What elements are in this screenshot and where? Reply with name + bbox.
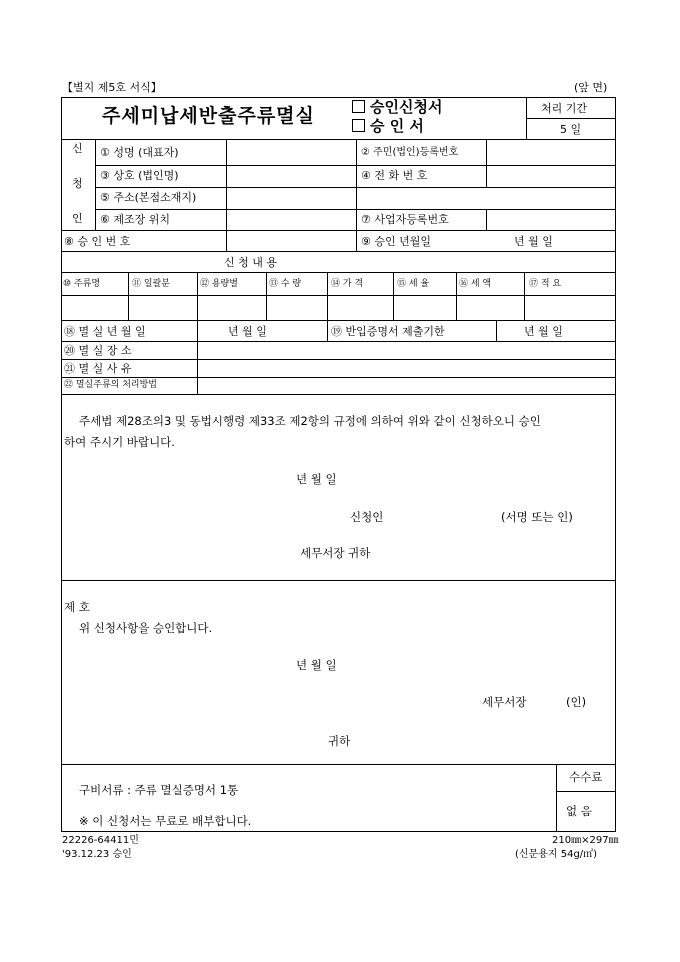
contents-entry-row[interactable]: [62, 296, 615, 319]
statement-line-2: 하여 주시기 바랍니다.: [64, 435, 175, 449]
label-company: ③ 상호 (법인명): [100, 169, 179, 182]
label-loss-date: ⑱ 멸 실 년 월 일: [64, 325, 146, 338]
page-side-label: (앞 면): [574, 81, 608, 94]
checkbox-icon[interactable]: [352, 100, 365, 113]
disposal-field[interactable]: [198, 378, 615, 393]
submit-deadline-ymd: 년 월 일: [524, 325, 563, 338]
statement-applicant: 신청인: [350, 510, 384, 524]
label-factory: ⑥ 제조장 위치: [100, 213, 170, 226]
col-batch: ⑪ 일괄분: [132, 279, 170, 289]
company-field[interactable]: [227, 166, 355, 186]
processing-period-days: 5 일: [560, 123, 582, 136]
approval-to: 귀하: [328, 734, 351, 748]
label-name: ① 성명 (대표자): [100, 146, 179, 159]
col-capacity: ⑫ 용량별: [200, 279, 238, 289]
free-distribution-note: ※ 이 신청서는 무료로 배부합니다.: [79, 814, 252, 828]
label-disposal: ㉒ 멸실주류의 처리방법: [64, 380, 157, 390]
col-liquor-name: ⑩ 주류명: [63, 279, 101, 289]
paper-type: (신문용지 54g/㎡): [515, 849, 598, 860]
applicant-side-3: 인: [72, 212, 83, 225]
applicant-side-1: 신: [72, 142, 83, 155]
label-resident-no: ② 주민(법인)등록번호: [361, 147, 459, 158]
factory-field[interactable]: [227, 210, 355, 229]
resident-no-field[interactable]: [487, 140, 615, 164]
col-quantity: ⑬ 수 량: [269, 279, 302, 289]
form-number: 【별지 제5호 서식】: [62, 81, 162, 94]
col-tax-amount: ⑯ 세 액: [459, 279, 492, 289]
label-address: ⑤ 주소(본점소재지): [100, 191, 197, 204]
statement-line-1: 주세법 제28조의3 및 동법시행령 제33조 제2항의 규정에 의하여 위와 같이 신청하오니 승인: [79, 414, 541, 428]
fee-value: 없 음: [566, 804, 592, 818]
col-remarks: ⑰ 적 요: [529, 279, 562, 289]
required-docs: 구비서류 : 주류 멸실증명서 1통: [79, 783, 239, 797]
label-phone: ④ 전 화 번 호: [361, 169, 428, 182]
approval-text: 위 신청사항을 승인합니다.: [79, 621, 213, 635]
fee-label: 수수료: [569, 770, 603, 784]
approval-number-text: 제 호: [64, 600, 90, 614]
paper-size: 210㎜×297㎜: [552, 835, 619, 846]
option-approval[interactable]: 승 인 서: [352, 119, 424, 134]
loss-date-ymd: 년 월 일: [228, 325, 267, 338]
option-approval-request[interactable]: 승인신청서: [352, 100, 442, 115]
label-approval-date: ⑨ 승인 년월일: [361, 235, 431, 248]
business-no-field[interactable]: [487, 210, 615, 229]
loss-place-field[interactable]: [198, 342, 615, 358]
statement-addressee: 세무서장 귀하: [300, 546, 371, 560]
address-field[interactable]: [227, 188, 615, 208]
loss-reason-field[interactable]: [198, 360, 615, 376]
phone-field[interactable]: [487, 166, 615, 186]
contents-header: 신 청 내 용: [224, 256, 277, 269]
checkbox-icon[interactable]: [352, 119, 365, 132]
approval-issuer: 세무서장: [482, 695, 527, 709]
form-approval-date: '93.12.23 승인: [62, 849, 132, 860]
col-tax-rate: ⑮ 세 율: [397, 279, 430, 289]
approval-date-ymd: 년 월 일: [514, 235, 553, 248]
form-code: 22226-64411민: [62, 835, 139, 846]
approval-seal: (인): [566, 695, 587, 709]
approval-number-field[interactable]: [227, 231, 355, 250]
label-submit-deadline: ⑲ 반입증명서 제출기한: [331, 325, 445, 338]
label-approval-number: ⑧ 승 인 번 호: [64, 235, 131, 248]
statement-sign: (서명 또는 인): [501, 510, 573, 524]
name-field[interactable]: [227, 140, 355, 164]
approval-date: 년 월 일: [296, 658, 337, 672]
form-title: 주세미납세반출주류멸실: [102, 105, 315, 127]
label-business-no: ⑦ 사업자등록번호: [361, 213, 449, 226]
applicant-side-2: 청: [72, 177, 83, 190]
statement-date: 년 월 일: [296, 472, 337, 486]
processing-period-label: 처리 기간: [541, 102, 588, 115]
col-price: ⑭ 가 격: [331, 279, 364, 289]
label-loss-place: ⑳ 멸 실 장 소: [64, 344, 132, 357]
label-loss-reason: ㉑ 멸 실 사 유: [64, 362, 132, 375]
